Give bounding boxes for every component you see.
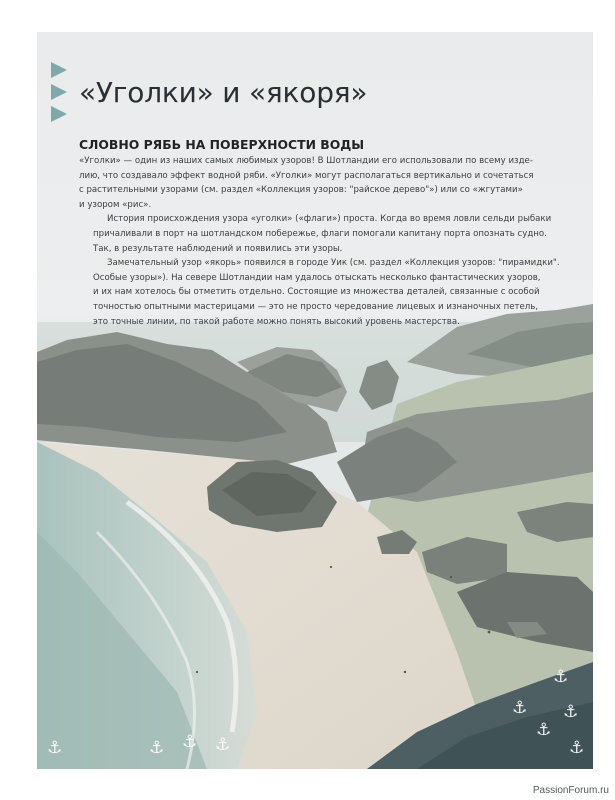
section-subheading: СЛОВНО РЯБЬ НА ПОВЕРХНОСТИ ВОДЫ [79,137,365,152]
page-title: «Уголки» и «якоря» [79,76,368,109]
anchor-icon: ⚓ [536,720,552,740]
text-line: лию, что создавало эффект водной ряби. «Уголки» могут располагаться вертикально и сочетаться [79,170,534,181]
text-line: с растительными узорами (см. раздел «Коллекция узоров: "райское дерево"») или со «жгутами» [79,185,523,196]
paragraph-3 [79,256,593,329]
text-line: Так, в результате наблюдений и появились эти узоры. [93,243,343,254]
paragraph-2 [79,212,593,256]
anchor-icon: ⚓ [512,698,528,718]
triangle-decoration-icon [51,62,71,124]
anchor-icon: ⚓ [215,735,231,755]
text-line: «Уголки» — один из наших самых любимых узоров! В Шотландии его использовали по всему изде- [79,156,533,166]
anchor-icon: ⚓ [563,702,579,722]
article-body [79,154,593,329]
text-line: и узором «рис». [79,199,152,210]
anchor-icon: ⚓ [553,667,569,687]
text-line: Замечательный узор «якорь» появился в городе Уик (см. раздел «Коллекция узоров: "пирамидки". [107,258,560,269]
anchor-icon: ⚓ [47,738,63,758]
site-watermark: PassionForum.ru [532,785,609,796]
anchor-icon: ⚓ [182,732,198,752]
magazine-page [37,32,593,769]
text-line: Особые узоры»). На севере Шотландии нам удалось отыскать несколько фантастических узоров, [93,272,541,283]
anchor-icon: ⚓ [149,738,165,758]
text-line: точностью опытными мастерицами — это не просто чередование лицевых и изнаночных петель, [93,301,539,312]
text-line: и их нам хотелось бы отметить отдельно. Состоящие из множества деталей, связанные с особой [93,287,540,298]
text-line: История происхождения узора «уголки» («флаги») проста. Когда во время ловли сельди рыбаки [107,214,552,225]
text-line: причаливали в порт на шотландском побережье, флаги помогали капитану порта опознать судно. [93,228,547,239]
text-line: это точные линии, по такой работе можно понять высокий уровень мастерства. [93,316,460,327]
paragraph-1 [79,154,593,212]
anchor-icon: ⚓ [569,738,585,758]
